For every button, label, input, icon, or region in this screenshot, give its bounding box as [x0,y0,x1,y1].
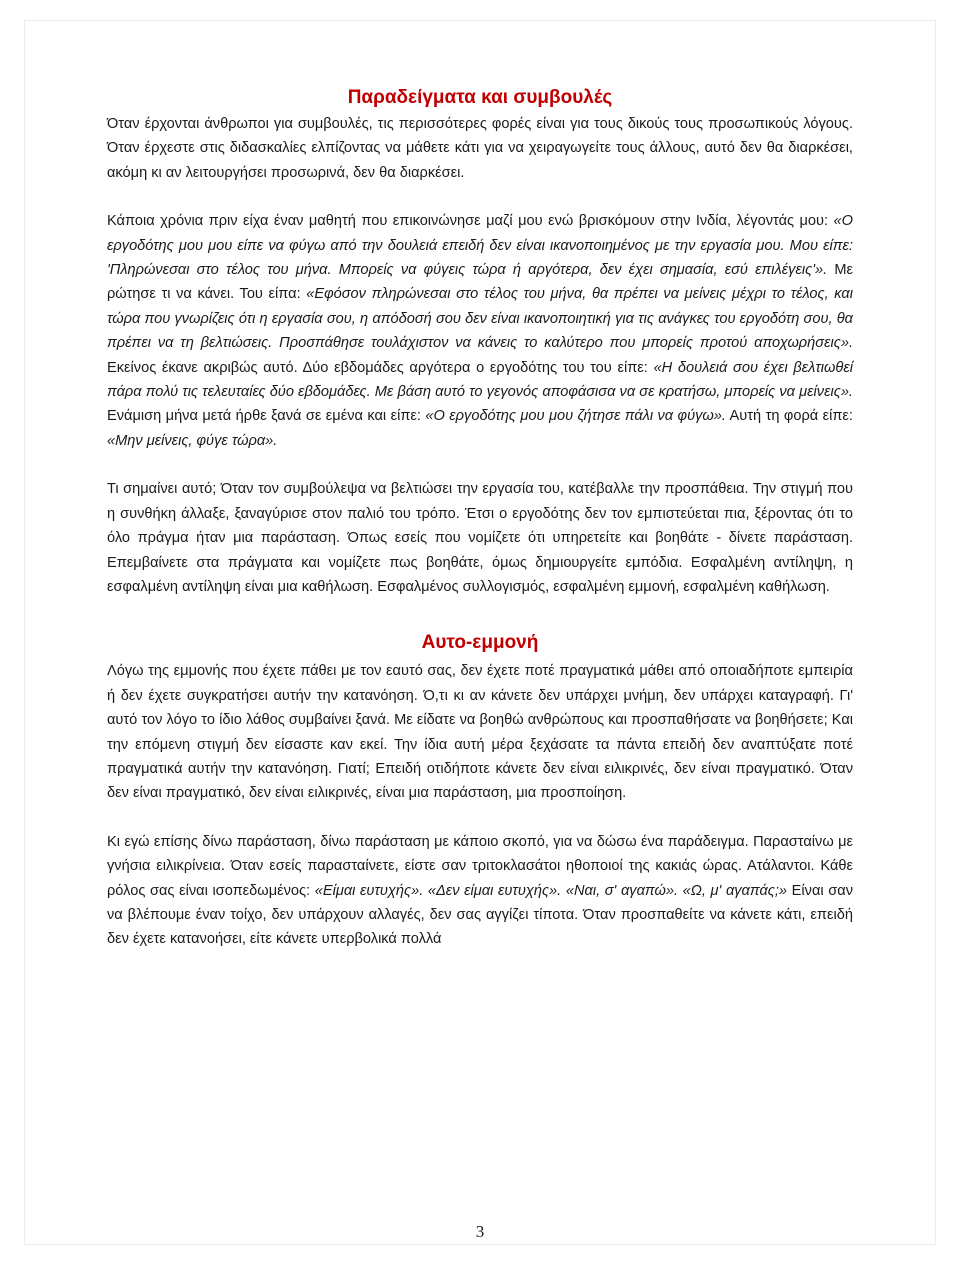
quote: «Η δουλειά σου έχει βελτιωθεί πάρα πολύ τις τελευταίες δύο εβδομάδες. Με βάση αυτό το γεγονός αποφάσισα να σε κρατήσω, μπορείς να μείνεις». [107,359,853,401]
quote: «Είμαι ευτυχής». «Δεν είμαι ευτυχής». «Ναι, σ' αγαπώ». «Ω, μ' αγαπάς;» [314,882,788,899]
text-run: Αυτή τη φορά είπε: [725,408,853,425]
quote: «Εφόσον πληρώνεσαι στο τέλος του μήνα, θα πρέπει να μείνεις μέχρι το τέλος, και τώρα που γνωρίζεις ότι η εργασία σου, η απόδοσή σου δεν είναι ικανοποιητική για τις ανάγκες του εργοδότη σου, θα πρέπει να τη βελτιώσεις. Προσπάθησε τουλάχιστον να κάνεις το καλύτερο που μπορείς προτού αποχωρήσεις». [107,286,853,352]
paragraph-self-obsession: Λόγω της εμμονής που έχετε πάθει με τον εαυτό σας, δεν έχετε ποτέ πραγματικά μάθει από οποιαδήποτε εμπειρία ή δεν έχετε συγκρατήσει αυτήν την κατανόηση. Ό,τι κι αν κάνετε δεν υπάρχει μνήμη, δεν υπάρχει καταγραφή. Γι' αυτό τον λόγο το ίδιο λάθος συμβαίνει ξανά. Με είδατε να βοηθώ ανθρώπους και προσπαθήσατε να βοηθήσετε; Και την επόμενη στιγμή δεν είσαστε καν εκεί. Την ίδια αυτή μέρα ξεχάσατε τα πάντα επειδή δεν αναπτύξατε ποτέ πραγματικά αυτήν την κατανόηση. Γιατί; Επειδή οτιδήποτε κάνετε δεν είναι ειλικρινές, δεν είναι πραγματικό. Όταν δεν είναι πραγματικό, δεν είναι ειλικρινές, είναι μια παράσταση, μια προσποίηση. [107,663,853,802]
text-run: Κάποια χρόνια πριν είχα έναν μαθητή που επικοινώνησε μαζί μου ενώ βρισκόμουν στην Ινδία, λέγοντάς μου: [107,213,834,230]
section-title-examples: Παραδείγματα και συμβουλές [347,87,613,108]
paragraph-meaning: Τι σημαίνει αυτό; Όταν τον συμβούλεψα να βελτιώσει την εργασία του, κατέβαλλε την προσπάθεια. Την στιγμή που η συνθήκη άλλαξε, ξαναγύρισε στον παλιό του τρόπο. Έτσι ο εργοδότης δεν τον εμπιστεύεται πια, ξέροντας ότι το όλο πράγμα ήταν μια παράσταση. Όπως εσείς που νομίζετε ότι υπηρετείτε και βοηθάτε - δίνετε παράσταση. Επεμβαίνετε στα πράγματα και νομίζετε πως βοηθάτε, όμως δημιουργείτε εμπόδια. Εσφαλμένη αντίληψη, η εσφαλμένη αντίληψη είναι μια καθήλωση. Εσφαλμένος συλλογισμός, εσφαλμένη εμμονή, εσφαλμένη καθήλωση. [107,481,853,595]
text-run: Με ρώτησε τι να κάνει. Του είπα: [107,262,853,303]
paragraph-performance [107,830,853,952]
quote: «Μην μείνεις, φύγε τώρα». [107,432,278,449]
page-number: 3 [475,1222,485,1241]
quote: «Ο εργοδότης μου μου ζήτησε πάλι να φύγω». [425,408,726,425]
paragraph-intro: Όταν έρχονται άνθρωποι για συμβουλές, τις περισσότερες φορές είναι για τους δικούς τους προσωπικούς λόγους. Όταν έρχεστε στις διδασκαλίες ελπίζοντας να μάθετε κάτι για να χειραγωγείτε τους άλλους, αυτό δεν θα διαρκέσει, ακόμη κι αν λειτουργήσει προσωρινά, δεν θα διαρκέσει. [107,116,853,181]
paragraph-student-story [107,209,853,453]
text-run: Είναι σαν να βλέπουμε έναν τοίχο, δεν υπάρχουν αλλαγές, δεν σας αγγίζει τίποτα. Όταν προσπαθείτε να κάνετε κάτι, επειδή δεν έχετε κατανοήσει, είτε κάνετε υπερβολικά πολλά [107,882,853,948]
quote: «Ο εργοδότης μου μου είπε να φύγω από την δουλειά επειδή δεν είναι ικανοποιημένος με την εργασία μου. Μου είπε: 'Πληρώνεσαι στο τέλος του μήνα. Μπορείς να φύγεις τώρα ή αργότερα, δεν έχει σημασία, εσύ επιλέγεις'». [107,213,853,279]
text-run: Κι εγώ επίσης δίνω παράσταση, δίνω παράσταση με κάποιο σκοπό, για να δώσω ένα παράδειγμα. Παρασταίνω με γνήσια ειλικρίνεια. Όταν εσείς παρασταίνετε, είστε σαν τριτοκλασάτοι ηθοποιοί της κακιάς ώρας. Ατάλαντοι. Κάθε ρόλος σας είναι ισοπεδωμένος: [107,833,853,899]
text-run: Εκείνος έκανε ακριβώς αυτό. Δύο εβδομάδες αργότερα ο εργοδότης του του είπε: [107,359,654,376]
document-body [107,84,853,952]
section-title-self-obsession: Αυτο-εμμονή [421,632,539,654]
text-run: Ενάμιση μήνα μετά ήρθε ξανά σε εμένα και είπε: [107,408,426,425]
